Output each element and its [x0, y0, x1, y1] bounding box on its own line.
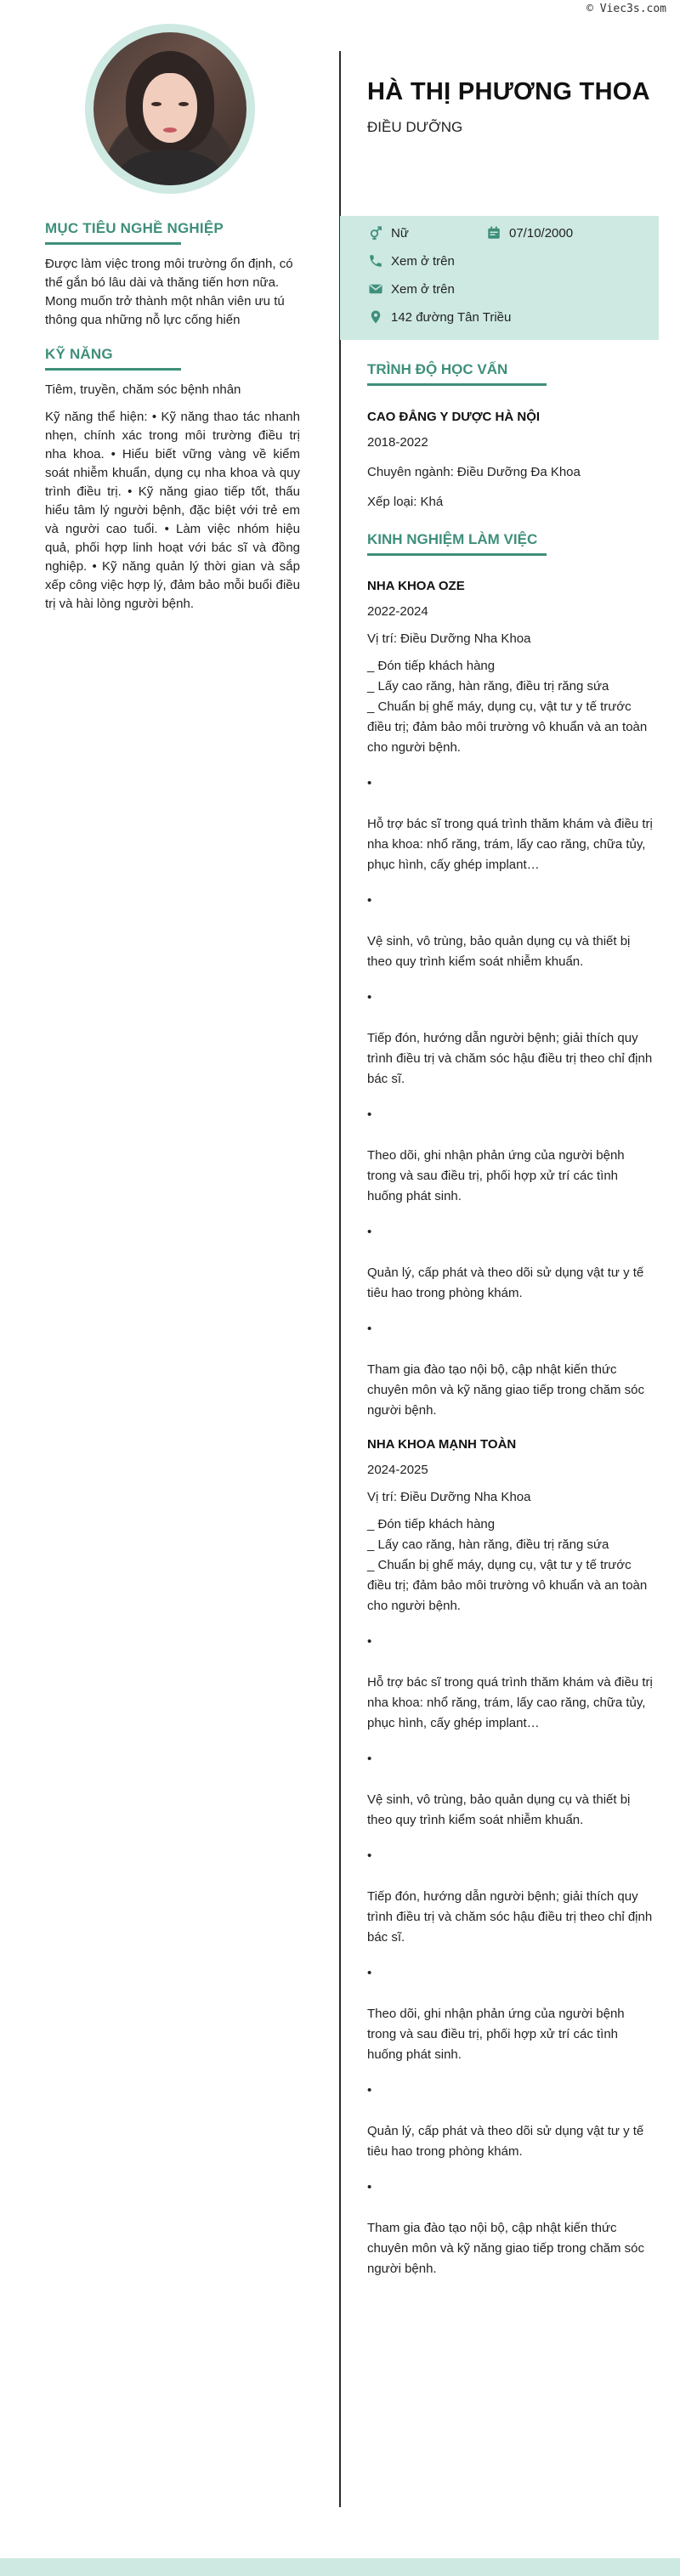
- skill-item: Tiêm, truyền, chăm sóc bệnh nhân: [45, 382, 241, 397]
- objective-title: MỤC TIÊU NGHỀ NGHIỆP: [45, 220, 224, 236]
- gender-row: [368, 225, 409, 241]
- job-duty: Tiếp đón, hướng dẫn người bệnh; giải thích quy trình điều trị và chăm sóc hậu điều trị theo chỉ định bác sĩ.: [367, 1031, 653, 1086]
- email-value: Xem ở trên: [391, 281, 455, 297]
- job-duty: Tiếp đón, hướng dẫn người bệnh; giải thích quy trình điều trị và chăm sóc hậu điều trị theo chỉ định bác sĩ.: [367, 1889, 653, 1945]
- company-name: NHA KHOA OZE: [367, 579, 465, 593]
- education-major: Chuyên ngành: Điều Dưỡng Đa Khoa: [367, 465, 581, 479]
- company-name: NHA KHOA MẠNH TOÀN: [367, 1437, 517, 1452]
- bullet: •: [367, 1107, 372, 1122]
- bullet: •: [367, 1634, 372, 1649]
- footer-bar: [0, 2558, 680, 2576]
- job-duty: Theo dõi, ghi nhận phản ứng của người bệnh trong và sau điều trị, phối hợp xử trí các tình huống phát sinh.: [367, 2007, 625, 2062]
- contact-panel: [340, 216, 659, 340]
- skills-underline: [45, 368, 181, 371]
- bullet: •: [367, 990, 372, 1005]
- experience-title: KINH NGHIỆM LÀM VIỆC: [367, 531, 538, 547]
- skills-title: KỸ NĂNG: [45, 346, 113, 362]
- job-position: Vị trí: Điều Dưỡng Nha Khoa: [367, 631, 531, 646]
- job-years: 2022-2024: [367, 604, 428, 619]
- bullet: •: [367, 2180, 372, 2194]
- job-duty: Theo dõi, ghi nhận phản ứng của người bệnh trong và sau điều trị, phối hợp xử trí các tình huống phát sinh.: [367, 1148, 625, 1203]
- location-pin-icon: [368, 309, 383, 325]
- experience-section: [367, 531, 656, 2279]
- education-years: 2018-2022: [367, 435, 428, 450]
- job-duty: Quản lý, cấp phát và theo dõi sử dụng vật tư y tế tiêu hao trong phòng khám.: [367, 2124, 644, 2159]
- bullet: •: [367, 1752, 372, 1766]
- objective-section: [45, 220, 300, 330]
- right-column: [367, 361, 656, 2279]
- objective-text-2: Mong muốn trở thành một nhân viên ưu tú thông qua những nỗ lực cống hiến: [45, 294, 285, 327]
- job-intro: _ Lấy cao răng, hàn răng, điều trị răng sứa: [367, 1537, 609, 1552]
- phone-icon: [368, 253, 383, 269]
- gender-value: Nữ: [391, 225, 409, 241]
- column-divider: [339, 51, 341, 2507]
- job-position: Vị trí: Điều Dưỡng Nha Khoa: [367, 1490, 531, 1504]
- job-intro: _ Lấy cao răng, hàn răng, điều trị răng sứa: [367, 679, 609, 694]
- education-title: TRÌNH ĐỘ HỌC VẤN: [367, 361, 508, 377]
- school-name: CAO ĐẲNG Y DƯỢC HÀ NỘI: [367, 410, 541, 424]
- job-entry: [367, 579, 656, 1421]
- skill-item: Kỹ năng thể hiện: • Kỹ năng thao tác nhanh nhẹn, chính xác trong môi trường điều trị nha khoa. • Hiểu biết vững vàng về kiểm soát nhiễm khuẩn, dụng cụ nha khoa và quy trình điều trị. • Kỹ năng giao tiếp tốt, thấu hiểu tâm lý người bệnh, đặc biệt với trẻ em và người cao tuổi. • Làm việc nhóm hiệu quả, phối hợp linh hoạt với bác sĩ và đồng nghiệp. • Kỹ năng quản lý thời gian và sắp xếp công việc hợp lý, đảm bảo mỗi buổi điều trị và hài lòng người bệnh.: [45, 410, 300, 611]
- job-duty: Tham gia đào tạo nội bộ, cập nhật kiến thức chuyên môn và kỹ năng giao tiếp trong chăm sóc người bệnh.: [367, 2221, 645, 2276]
- bullet: •: [367, 2083, 372, 2098]
- job-duty: Tham gia đào tạo nội bộ, cập nhật kiến thức chuyên môn và kỹ năng giao tiếp trong chăm sóc người bệnh.: [367, 1362, 645, 1418]
- calendar-icon: [486, 225, 502, 241]
- experience-underline: [367, 553, 547, 556]
- bullet: •: [367, 1322, 372, 1336]
- job-duty: Vệ sinh, vô trùng, bảo quản dụng cụ và thiết bị theo quy trình kiểm soát nhiễm khuẩn.: [367, 934, 631, 969]
- job-intro: _ Đón tiếp khách hàng: [367, 659, 496, 673]
- objective-underline: [45, 242, 181, 245]
- bullet: •: [367, 1225, 372, 1239]
- candidate-name: HÀ THỊ PHƯƠNG THOA: [367, 78, 650, 105]
- education-section: [367, 361, 656, 512]
- phone-value: Xem ở trên: [391, 253, 455, 269]
- address-row: [368, 309, 511, 325]
- job-title: ĐIỀU DƯỠNG: [367, 119, 463, 135]
- job-intro: _ Chuẩn bị ghế máy, dụng cụ, vật tư y tế trước điều trị; đảm bảo môi trường vô khuẩn và an toàn cho người bệnh.: [367, 1558, 648, 1613]
- job-years: 2024-2025: [367, 1463, 428, 1477]
- job-intro: _ Chuẩn bị ghế máy, dụng cụ, vật tư y tế trước điều trị; đảm bảo môi trường vô khuẩn và an toàn cho người bệnh.: [367, 699, 648, 755]
- education-underline: [367, 383, 547, 386]
- objective-text-1: Được làm việc trong môi trường ổn định, có thể gắn bó lâu dài và thăng tiến hơn nữa.: [45, 257, 293, 290]
- email-icon: [368, 281, 383, 297]
- phone-row: [368, 253, 455, 269]
- job-duty: Quản lý, cấp phát và theo dõi sử dụng vật tư y tế tiêu hao trong phòng khám.: [367, 1265, 644, 1300]
- bullet: •: [367, 893, 372, 908]
- job-duty: Hỗ trợ bác sĩ trong quá trình thăm khám và điều trị nha khoa: nhổ răng, trám, lấy cao răng, chữa tủy, phục hình, cấy ghép implant…: [367, 817, 653, 872]
- job-duty: Vệ sinh, vô trùng, bảo quản dụng cụ và thiết bị theo quy trình kiểm soát nhiễm khuẩn.: [367, 1792, 631, 1827]
- bullet: •: [367, 1848, 372, 1863]
- skills-section: [45, 346, 300, 614]
- email-row: [368, 281, 455, 297]
- birthdate-value: 07/10/2000: [509, 225, 574, 241]
- job-entry: [367, 1437, 656, 2279]
- left-column: [45, 24, 300, 614]
- address-value: 142 đường Tân Triều: [391, 309, 512, 325]
- birthdate-row: [486, 225, 573, 241]
- gender-icon: [368, 225, 383, 241]
- footer-watermark: © Viec3s.com: [586, 3, 666, 15]
- job-duty: Hỗ trợ bác sĩ trong quá trình thăm khám và điều trị nha khoa: nhổ răng, trám, lấy cao răng, chữa tủy, phục hình, cấy ghép implant…: [367, 1675, 653, 1730]
- bullet: •: [367, 776, 372, 790]
- job-intro: _ Đón tiếp khách hàng: [367, 1517, 496, 1531]
- avatar: [85, 24, 255, 194]
- bullet: •: [367, 1966, 372, 1980]
- avatar-photo: [94, 32, 246, 185]
- education-grade: Xếp loại: Khá: [367, 495, 444, 509]
